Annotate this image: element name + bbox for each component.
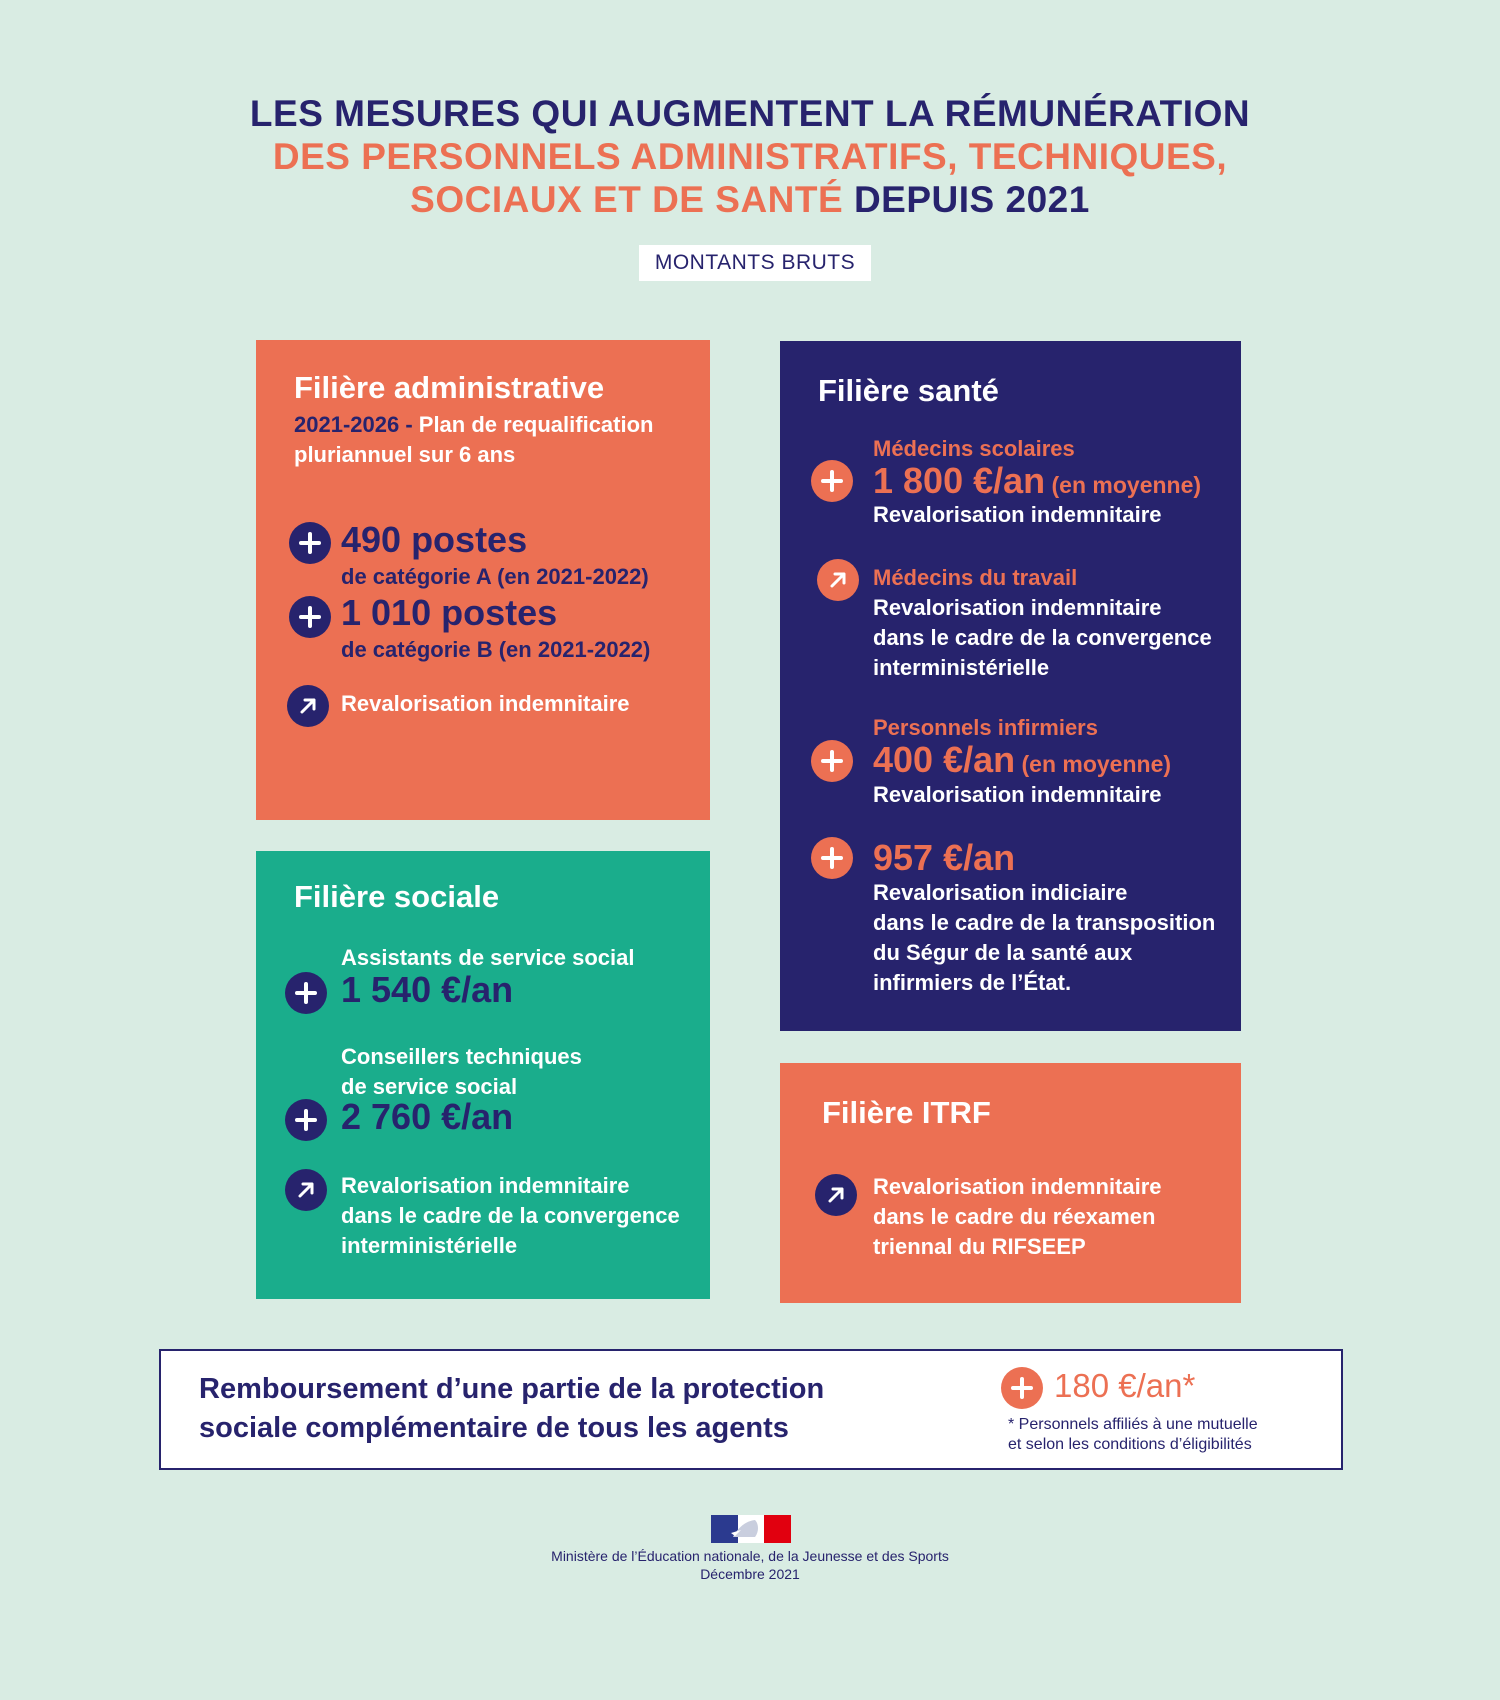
sante-item1-note: (en moyenne) (1045, 472, 1202, 498)
sante-item3-amount: 400 €/an (873, 739, 1016, 780)
sante-item3-note: (en moyenne) (1015, 751, 1172, 777)
sante-item2-label: Médecins du travail (873, 565, 1078, 590)
arrow-up-right-icon (287, 685, 329, 727)
card-administrative (256, 340, 710, 820)
sante-item2-line-3: interministérielle (873, 655, 1050, 680)
protection-sociale-box (159, 1349, 1343, 1470)
plan-years: 2021-2026 - (294, 412, 413, 437)
social-item2-label-2: de service social (341, 1074, 518, 1099)
social-item3-line-2: dans le cadre de la convergence (341, 1203, 680, 1228)
social-item2-amount: 2 760 €/an (341, 1096, 514, 1137)
marianne-logo (711, 1515, 791, 1543)
admin-item2-sub: de catégorie B (en 2021-2022) (341, 637, 651, 662)
sante-item1-label: Médecins scolaires (873, 436, 1075, 461)
publication-date: Décembre 2021 (700, 1566, 800, 1582)
itrf-line-2: dans le cadre du réexamen (873, 1204, 1156, 1229)
sante-item3-amount-row (873, 740, 1171, 780)
protection-amount: 180 €/an* (1054, 1367, 1196, 1404)
plus-icon (285, 972, 327, 1014)
social-item1-label: Assistants de service social (341, 945, 635, 970)
admin-item1-amount: 490 postes (341, 519, 528, 560)
arrow-up-right-icon (815, 1174, 857, 1216)
protection-note-1: * Personnels affiliés à une mutuelle (1008, 1416, 1258, 1433)
plan-text-2: pluriannuel sur 6 ans (294, 442, 516, 467)
title-line-3 (0, 178, 1500, 221)
title-line-3-navy: DEPUIS 2021 (843, 179, 1090, 220)
protection-line-1: Remboursement d’une partie de la protection (199, 1373, 825, 1405)
card-social (256, 851, 710, 1299)
page-title (0, 92, 1500, 221)
title-line-2: DES PERSONNELS ADMINISTRATIFS, TECHNIQUES, (272, 136, 1228, 177)
sante-item4-line-2: dans le cadre de la transposition (873, 910, 1216, 935)
plus-icon (811, 837, 853, 879)
sante-item1-amount: 1 800 €/an (873, 460, 1046, 501)
card-title: Filière ITRF (822, 1095, 991, 1130)
ministry-name: Ministère de l’Éducation nationale, de la Jeunesse et des Sports (551, 1548, 949, 1564)
plus-icon (289, 522, 331, 564)
arrow-up-right-icon (817, 559, 859, 601)
card-title: Filière administrative (294, 370, 605, 405)
title-line-1: LES MESURES QUI AUGMENTENT LA RÉMUNÉRATION (249, 93, 1251, 134)
sante-item1-amount-row (873, 461, 1201, 501)
plus-icon (811, 740, 853, 782)
sante-item2-line-1: Revalorisation indemnitaire (873, 595, 1162, 620)
admin-item1-sub: de catégorie A (en 2021-2022) (341, 564, 649, 589)
sante-item4-amount: 957 €/an (873, 837, 1016, 878)
social-item2-label-1: Conseillers techniques (341, 1044, 582, 1069)
admin-item2-amount: 1 010 postes (341, 592, 558, 633)
sante-item2-line-2: dans le cadre de la convergence (873, 625, 1212, 650)
card-title: Filière santé (818, 373, 999, 408)
admin-item3: Revalorisation indemnitaire (341, 691, 630, 716)
card-itrf (780, 1063, 1241, 1303)
sante-item3-label: Personnels infirmiers (873, 715, 1098, 740)
plan-text-1: Plan de requalification (412, 412, 654, 437)
card-title: Filière sociale (294, 879, 500, 914)
protection-line-2: sociale complémentaire de tous les agents (199, 1412, 789, 1444)
card-sante (780, 341, 1241, 1031)
plus-icon (289, 596, 331, 638)
plus-icon (1001, 1367, 1043, 1409)
plan-text (294, 410, 654, 440)
itrf-line-3: triennal du RIFSEEP (873, 1234, 1086, 1259)
social-item3-line-3: interministérielle (341, 1233, 518, 1258)
plus-icon (285, 1099, 327, 1141)
itrf-line-1: Revalorisation indemnitaire (873, 1174, 1162, 1199)
sante-item4-line-3: du Ségur de la santé aux (873, 940, 1133, 965)
arrow-up-right-icon (285, 1169, 327, 1211)
protection-note-2: et selon les conditions d’éligibilités (1008, 1436, 1252, 1453)
plus-icon (811, 460, 853, 502)
social-item1-amount: 1 540 €/an (341, 969, 514, 1010)
title-line-3-orange: SOCIAUX ET DE SANTÉ (410, 179, 844, 220)
social-item3-line-1: Revalorisation indemnitaire (341, 1173, 630, 1198)
sante-item4-line-4: infirmiers de l’État. (873, 970, 1072, 995)
sante-item1-desc: Revalorisation indemnitaire (873, 502, 1162, 527)
amounts-badge: MONTANTS BRUTS (639, 245, 871, 281)
sante-item3-desc: Revalorisation indemnitaire (873, 782, 1162, 807)
sante-item4-line-1: Revalorisation indiciaire (873, 880, 1128, 905)
